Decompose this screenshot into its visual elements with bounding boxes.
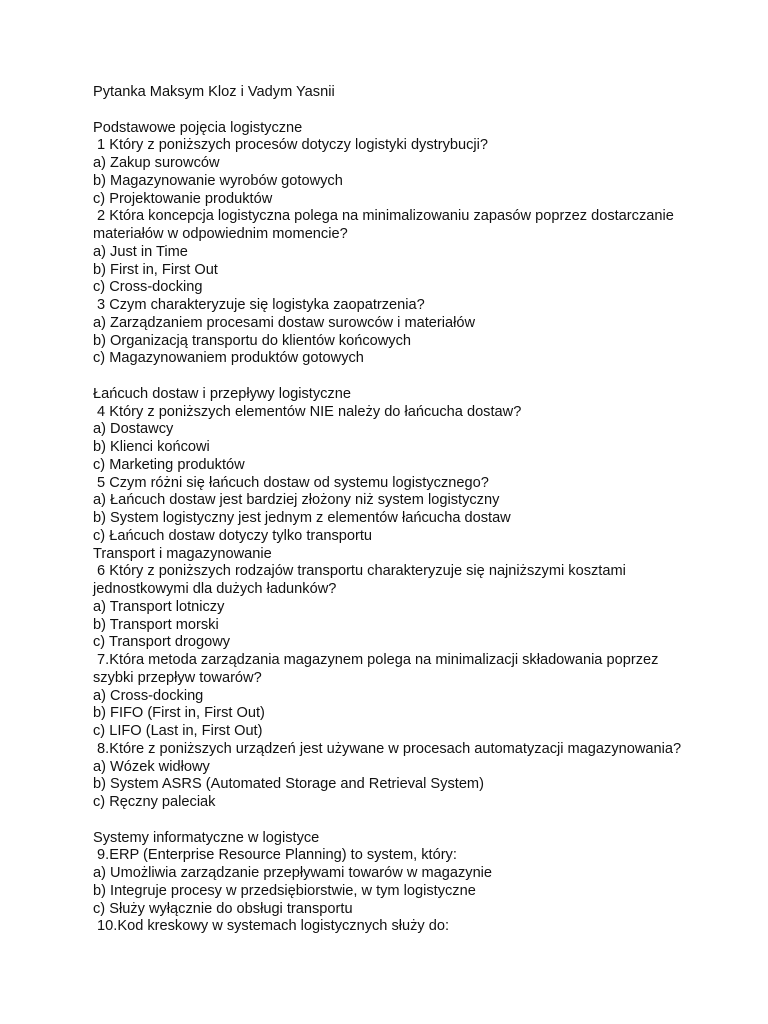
answer-option: b) Magazynowanie wyrobów gotowych — [93, 172, 343, 189]
answer-option: c) Marketing produktów — [93, 456, 245, 473]
answer-option: b) Organizacją transportu do klientów końcowych — [93, 332, 411, 349]
question-text: 7.Która metoda zarządzania magazynem polega na minimalizacji składowania poprzez — [93, 652, 659, 668]
answer-option: c) Ręczny paleciak — [93, 794, 216, 810]
answer-option: a) Wózek widłowy — [93, 758, 210, 775]
question-text: 2 Która koncepcja logistyczna polega na minimalizowaniu zapasów poprzez dostarczanie — [93, 208, 674, 225]
answer-option: a) Cross-docking — [93, 687, 204, 704]
answer-option: c) Cross-docking — [93, 279, 203, 296]
question-text: 1 Który z poniższych procesów dotyczy logistyki dystrybucji? — [93, 137, 488, 154]
answer-option: b) First in, First Out — [93, 261, 218, 278]
section-heading: Transport i magazynowanie — [93, 545, 272, 562]
answer-option: c) Projektowanie produktów — [93, 190, 273, 207]
answer-option: a) Łańcuch dostaw jest bardziej złożony niż system logistyczny — [93, 492, 500, 509]
section-heading: Łańcuch dostaw i przepływy logistyczne — [93, 385, 351, 402]
spacer — [93, 812, 733, 830]
answer-option: c) LIFO (Last in, First Out) — [93, 723, 263, 739]
answer-option: a) Zakup surowców — [93, 155, 220, 171]
answer-option: b) Klienci końcowi — [93, 439, 210, 455]
answer-option: c) Transport drogowy — [93, 634, 231, 651]
question-text: 6 Który z poniższych rodzajów transportu charakteryzuje się najniższymi kosztami — [93, 563, 626, 580]
document-title: Pytanka Maksym Kloz i Vadym Yasnii — [93, 84, 335, 100]
answer-option: a) Transport lotniczy — [93, 598, 225, 615]
answer-option: b) FIFO (First in, First Out) — [93, 705, 265, 722]
answer-option: a) Dostawcy — [93, 421, 174, 438]
question-text: jednostkowymi dla dużych ładunków? — [93, 581, 337, 597]
answer-option: b) Integruje procesy w przedsiębiorstwie, w tym logistyczne — [93, 882, 476, 899]
answer-option: c) Łańcuch dostaw dotyczy tylko transportu — [93, 527, 373, 544]
answer-option: c) Służy wyłącznie do obsługi transportu — [93, 900, 353, 917]
answer-option: a) Umożliwia zarządzanie przepływami towarów w magazynie — [93, 865, 493, 881]
question-text: 9.ERP (Enterprise Resource Planning) to system, który: — [93, 847, 457, 864]
section-heading: Systemy informatyczne w logistyce — [93, 829, 320, 846]
question-text: 5 Czym różni się łańcuch dostaw od systemu logistycznego? — [93, 474, 489, 491]
question-text: materiałów w odpowiednim momencie? — [93, 226, 348, 242]
document-page — [93, 84, 733, 936]
spacer — [93, 102, 733, 120]
answer-option: c) Magazynowaniem produktów gotowych — [93, 350, 364, 367]
answer-option: b) Transport morski — [93, 616, 219, 633]
answer-option: b) System ASRS (Automated Storage and Retrieval System) — [93, 776, 484, 793]
question-text: 3 Czym charakteryzuje się logistyka zaopatrzenia? — [93, 297, 425, 313]
question-text: szybki przepływ towarów? — [93, 669, 262, 686]
question-text: 10.Kod kreskowy w systemach logistycznych służy do: — [93, 918, 450, 935]
question-text: 8.Które z poniższych urządzeń jest używane w procesach automatyzacji magazynowania? — [93, 740, 682, 757]
section-heading: Podstawowe pojęcia logistyczne — [93, 119, 303, 136]
answer-option: a) Zarządzaniem procesami dostaw surowców i materiałów — [93, 314, 476, 331]
answer-option: a) Just in Time — [93, 243, 188, 260]
answer-option: b) System logistyczny jest jednym z elementów łańcucha dostaw — [93, 510, 511, 526]
spacer — [93, 368, 733, 386]
question-text: 4 Który z poniższych elementów NIE należy do łańcucha dostaw? — [93, 403, 522, 420]
